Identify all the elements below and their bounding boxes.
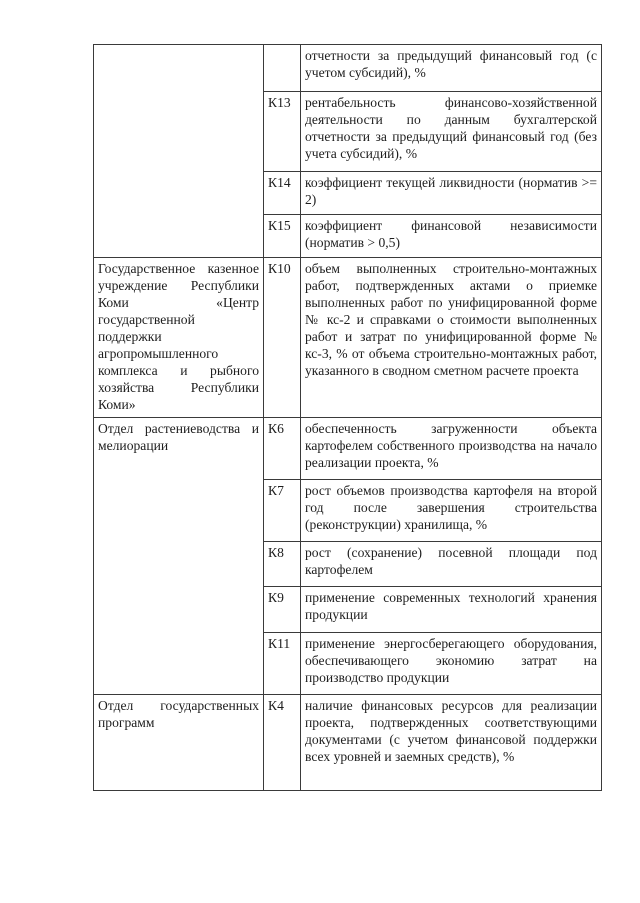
org-cell [94, 215, 264, 258]
criterion-description: объем выполненных строительно-монтажных работ, подтвержденных актами о приемке выполненных работ по унифицированной форме № кс-2 и справками о стоимости выполненных работ и затрат по унифицированной форме № кс-3, % от объема строительно-монтажных работ, указанного в сводном сметном расчете проекта [301, 258, 602, 418]
org-cell: Отдел растениеводства и мелиорации [94, 418, 264, 480]
org-cell: Отдел государственных программ [94, 695, 264, 791]
criterion-code: К8 [264, 542, 301, 587]
criterion-code: К7 [264, 480, 301, 542]
table-row [94, 587, 602, 633]
table-row [94, 633, 602, 695]
criterion-description: обеспеченность загруженности объекта картофелем собственного производства на начало реализации проекта, % [301, 418, 602, 480]
criterion-code: К15 [264, 215, 301, 258]
criterion-description: отчетности за предыдущий финансовый год (с учетом субсидий), % [301, 45, 602, 92]
table-row [94, 92, 602, 172]
table-row [94, 258, 602, 418]
org-cell [94, 172, 264, 215]
criterion-code: К6 [264, 418, 301, 480]
table-row [94, 215, 602, 258]
criterion-description: применение энергосберегающего оборудования, обеспечивающего экономию затрат на производство продукции [301, 633, 602, 695]
table-row [94, 542, 602, 587]
criterion-description: коэффициент текущей ликвидности (норматив >= 2) [301, 172, 602, 215]
criteria-table [93, 44, 602, 791]
criterion-description: рост объемов производства картофеля на второй год после завершения строительства (реконструкции) хранилища, % [301, 480, 602, 542]
table-row [94, 172, 602, 215]
org-cell [94, 45, 264, 92]
table-row [94, 418, 602, 480]
org-cell [94, 587, 264, 633]
criterion-code [264, 45, 301, 92]
criterion-code: К13 [264, 92, 301, 172]
org-cell [94, 92, 264, 172]
org-cell [94, 542, 264, 587]
org-cell [94, 480, 264, 542]
criterion-description: наличие финансовых ресурсов для реализации проекта, подтвержденных соответствующими документами (с учетом финансовой поддержки всех уровней и заемных средств), % [301, 695, 602, 791]
criterion-description: применение современных технологий хранения продукции [301, 587, 602, 633]
criterion-code: К9 [264, 587, 301, 633]
criterion-code: К11 [264, 633, 301, 695]
criterion-description: рост (сохранение) посевной площади под картофелем [301, 542, 602, 587]
criterion-description: коэффициент финансовой независимости (норматив > 0,5) [301, 215, 602, 258]
org-cell [94, 633, 264, 695]
criterion-description: рентабельность финансово-хозяйственной деятельности по данным бухгалтерской отчетности за предыдущий финансовый год (без учета субсидий), % [301, 92, 602, 172]
criterion-code: К10 [264, 258, 301, 418]
table-row [94, 695, 602, 791]
org-cell: Государственное казенное учреждение Республики Коми «Центр государственной поддержки агропромышленного комплекса и рыбного хозяйства Республики Коми» [94, 258, 264, 418]
criterion-code: К14 [264, 172, 301, 215]
table-row [94, 480, 602, 542]
table-row [94, 45, 602, 92]
criterion-code: К4 [264, 695, 301, 791]
